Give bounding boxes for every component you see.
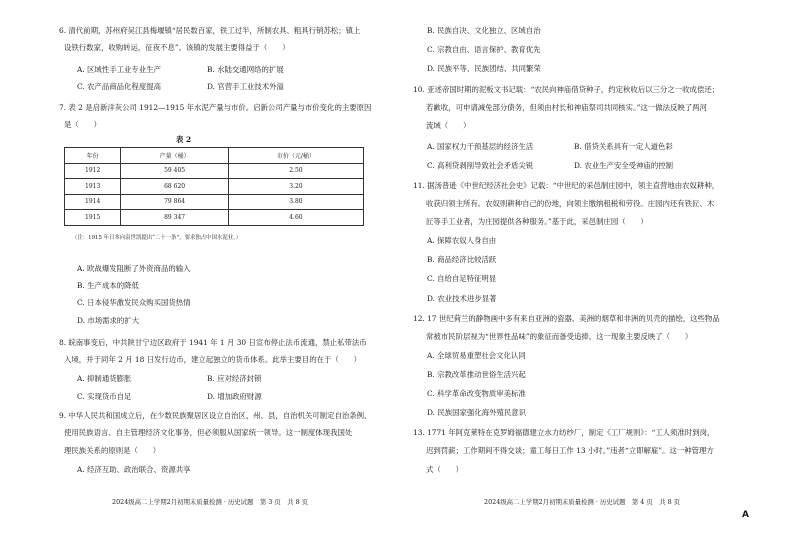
- q11-option-b: B. 商品经济比较活跃: [427, 255, 497, 264]
- q10-option-d: D. 农业生产安全受神庙的控制: [574, 161, 674, 170]
- table-cell: 1913: [65, 179, 121, 195]
- q8-stem-line-2: 入境，并于同年 2 月 18 日发行边币，建立起独立的货币体系。此举主要目的在于（ ）: [64, 355, 361, 364]
- q6-stem-line-1: 6. 清代前期，苏州府吴江县梅堰镇“居民数百家，铁工过半，所制农具、粗具行销苏松；镇上: [59, 26, 361, 35]
- table-header: 市价（元/桶）: [228, 148, 363, 164]
- q13-stem-line-2: 迟到罚薪；工作期间不得交谈；童工每日工作 13 小时。”违者“立即解雇”。这一种管理方: [426, 446, 714, 455]
- table-cell: 3.80: [228, 194, 363, 210]
- q13-stem-line-1: 13. 1771 年阿克莱特在克罗姆福德建立水力纺纱厂，制定《工厂规则》：“工人须准时到岗，: [413, 428, 715, 437]
- q10-stem-line-3: 流域（ ）: [426, 121, 471, 130]
- q6-option-b: B. 水陆交通网络的扩展: [207, 65, 284, 74]
- q9-stem-line-3: 理民族关系的原则是（ ）: [64, 446, 161, 455]
- q9-stem-line-1: 9. 中华人民共和国成立后，在少数民族聚居区设立自治区、州、县，自治机关可制定自治条例、: [59, 411, 372, 420]
- table-header: 产量（桶）: [121, 148, 228, 164]
- q7-option-c: C. 日本侵华激发民众购买国货热情: [77, 298, 191, 307]
- table-cell: 1914: [65, 194, 121, 210]
- q6-stem-line-2: 设铁行数家，收购转运，征夜不息”。该镇的发展主要得益于（ ）: [64, 43, 290, 52]
- q11-stem-line-1: 11. 据汤普逊《中世纪经济社会史》记载：“中世纪的采邑制庄园中，领主直营地由农奴耕种，: [413, 181, 720, 190]
- table-cell: 4.60: [228, 210, 363, 226]
- table-cell: 79 864: [121, 194, 228, 210]
- production-price-table: [64, 147, 364, 226]
- q8-option-c: C. 实现货币自足: [77, 392, 132, 401]
- q8-option-a: A. 抑制通货膨胀: [77, 374, 132, 383]
- q11-option-d: D. 农业技术进步显著: [427, 294, 497, 303]
- q7-option-a: A. 欧战爆发阻断了外资商品的输入: [77, 264, 191, 273]
- q11-option-a: A. 保障农奴人身自由: [427, 236, 497, 245]
- q10-option-a: A. 国家权力干预基层的经济生活: [427, 142, 534, 151]
- q12-option-c: C. 科学革命改变物质审美标准: [427, 389, 526, 398]
- corner-mark: A: [742, 510, 749, 520]
- table-cell: 68 620: [121, 179, 228, 195]
- table-note: （注：1915 年日本向袁世凯提出“二十一条”，要求独占中国水泥业。）: [72, 235, 242, 241]
- q9-stem-line-2: 使用民族语言、自主管理经济文化事务，但必须服从国家统一领导。这一制度体现我国处: [64, 428, 353, 437]
- q9-option-c: C. 宗教自由、语言保护、教育优先: [427, 45, 541, 54]
- table-caption: 表 2: [176, 135, 192, 144]
- q6-option-d: D. 官营手工业技术外溢: [207, 82, 284, 91]
- q12-option-a: A. 全球贸易重塑社会文化认同: [427, 351, 526, 360]
- q12-option-d: D. 民族国家强化海外殖民意识: [427, 408, 527, 417]
- q7-option-d: D. 市场需求的扩大: [77, 316, 140, 325]
- table-cell: 3.20: [228, 179, 363, 195]
- table-cell: 2.50: [228, 163, 363, 179]
- q12-option-b: B. 宗教改革推动世俗生活兴起: [427, 370, 526, 379]
- q8-option-d: D. 增加政府财源: [207, 392, 262, 401]
- q7-stem-line-2: 是（ ）: [64, 120, 101, 129]
- table-cell: 1912: [65, 163, 121, 179]
- q11-stem-line-3: 匠等手工业者，为庄园提供各种服务。”基于此，采邑制庄园（ ）: [426, 217, 648, 226]
- table-cell: 1915: [65, 210, 121, 226]
- table-row: [65, 210, 364, 226]
- q6-option-a: A. 区域性手工业专业生产: [77, 65, 161, 74]
- q7-option-b: B. 生产成本的降低: [77, 281, 139, 290]
- q13-stem-line-3: 式（ ）: [426, 465, 463, 474]
- q10-option-c: C. 高利贷剥削导致社会矛盾尖锐: [427, 161, 534, 170]
- q10-option-b: B. 借贷关系具有一定人道色彩: [574, 142, 673, 151]
- q11-stem-line-2: 收获归领主所有。农奴则耕种自己的份地，向领主缴纳租税和劳役。庄园内还有铁匠、木: [426, 199, 715, 208]
- right-page-footer: 2024级高二上学期2月初期末质量检测 · 历史试题 第 4 页 共 8 页: [484, 498, 681, 506]
- q12-stem-line-1: 12. 17 世纪荷兰的静物画中多有来自亚洲的瓷器、美洲的烟草和非洲的贝壳的描绘，这些物品: [413, 314, 720, 323]
- q9-option-b: B. 民族自决、文化独立、区域自治: [427, 26, 541, 35]
- table-cell: 59 405: [121, 163, 228, 179]
- q7-stem-line-1: 7. 表 2 是启新洋灰公司 1912—1915 年水泥产量与市价。启新公司产量与市价变化的主要原因: [59, 103, 372, 112]
- left-page-footer: 2024级高二上学期2月初期末质量检测 · 历史试题 第 3 页 共 8 页: [112, 498, 309, 506]
- q12-stem-line-2: 常被市民阶层视为“世界性品味”的象征而备受追捧。这一现象主要反映了（ ）: [426, 332, 693, 341]
- table-row: [65, 163, 364, 179]
- table-header: 年份: [65, 148, 121, 164]
- q9-option-a: A. 经济互助、政治联合、资源共享: [77, 465, 191, 474]
- q8-stem-line-1: 8. 皖南事变后，中共陕甘宁边区政府于 1941 年 1 月 30 日宣布停止法币流通，禁止私带法币: [59, 338, 367, 347]
- q10-stem-line-2: 若歉收，可申请减免部分债务，但须由村长和神庙祭司共同核实。”这一做法反映了两河: [426, 103, 707, 112]
- q11-option-c: C. 自给自足特征明显: [427, 274, 497, 283]
- table-row: [65, 179, 364, 195]
- q6-option-c: C. 农产品商品化程度提高: [77, 82, 161, 91]
- q8-option-b: B. 应对经济封锁: [207, 374, 262, 383]
- q10-stem-line-1: 10. 亚述帝国时期的泥板文书记载：“农民向神庙借贷种子，约定秋收后以三分之一收成偿还；: [413, 85, 720, 94]
- q9-option-d: D. 民族平等、民族团结、共同繁荣: [427, 64, 541, 73]
- table-row: [65, 194, 364, 210]
- right-page: [400, 0, 800, 544]
- table-header-row: [65, 148, 364, 164]
- table-cell: 89 347: [121, 210, 228, 226]
